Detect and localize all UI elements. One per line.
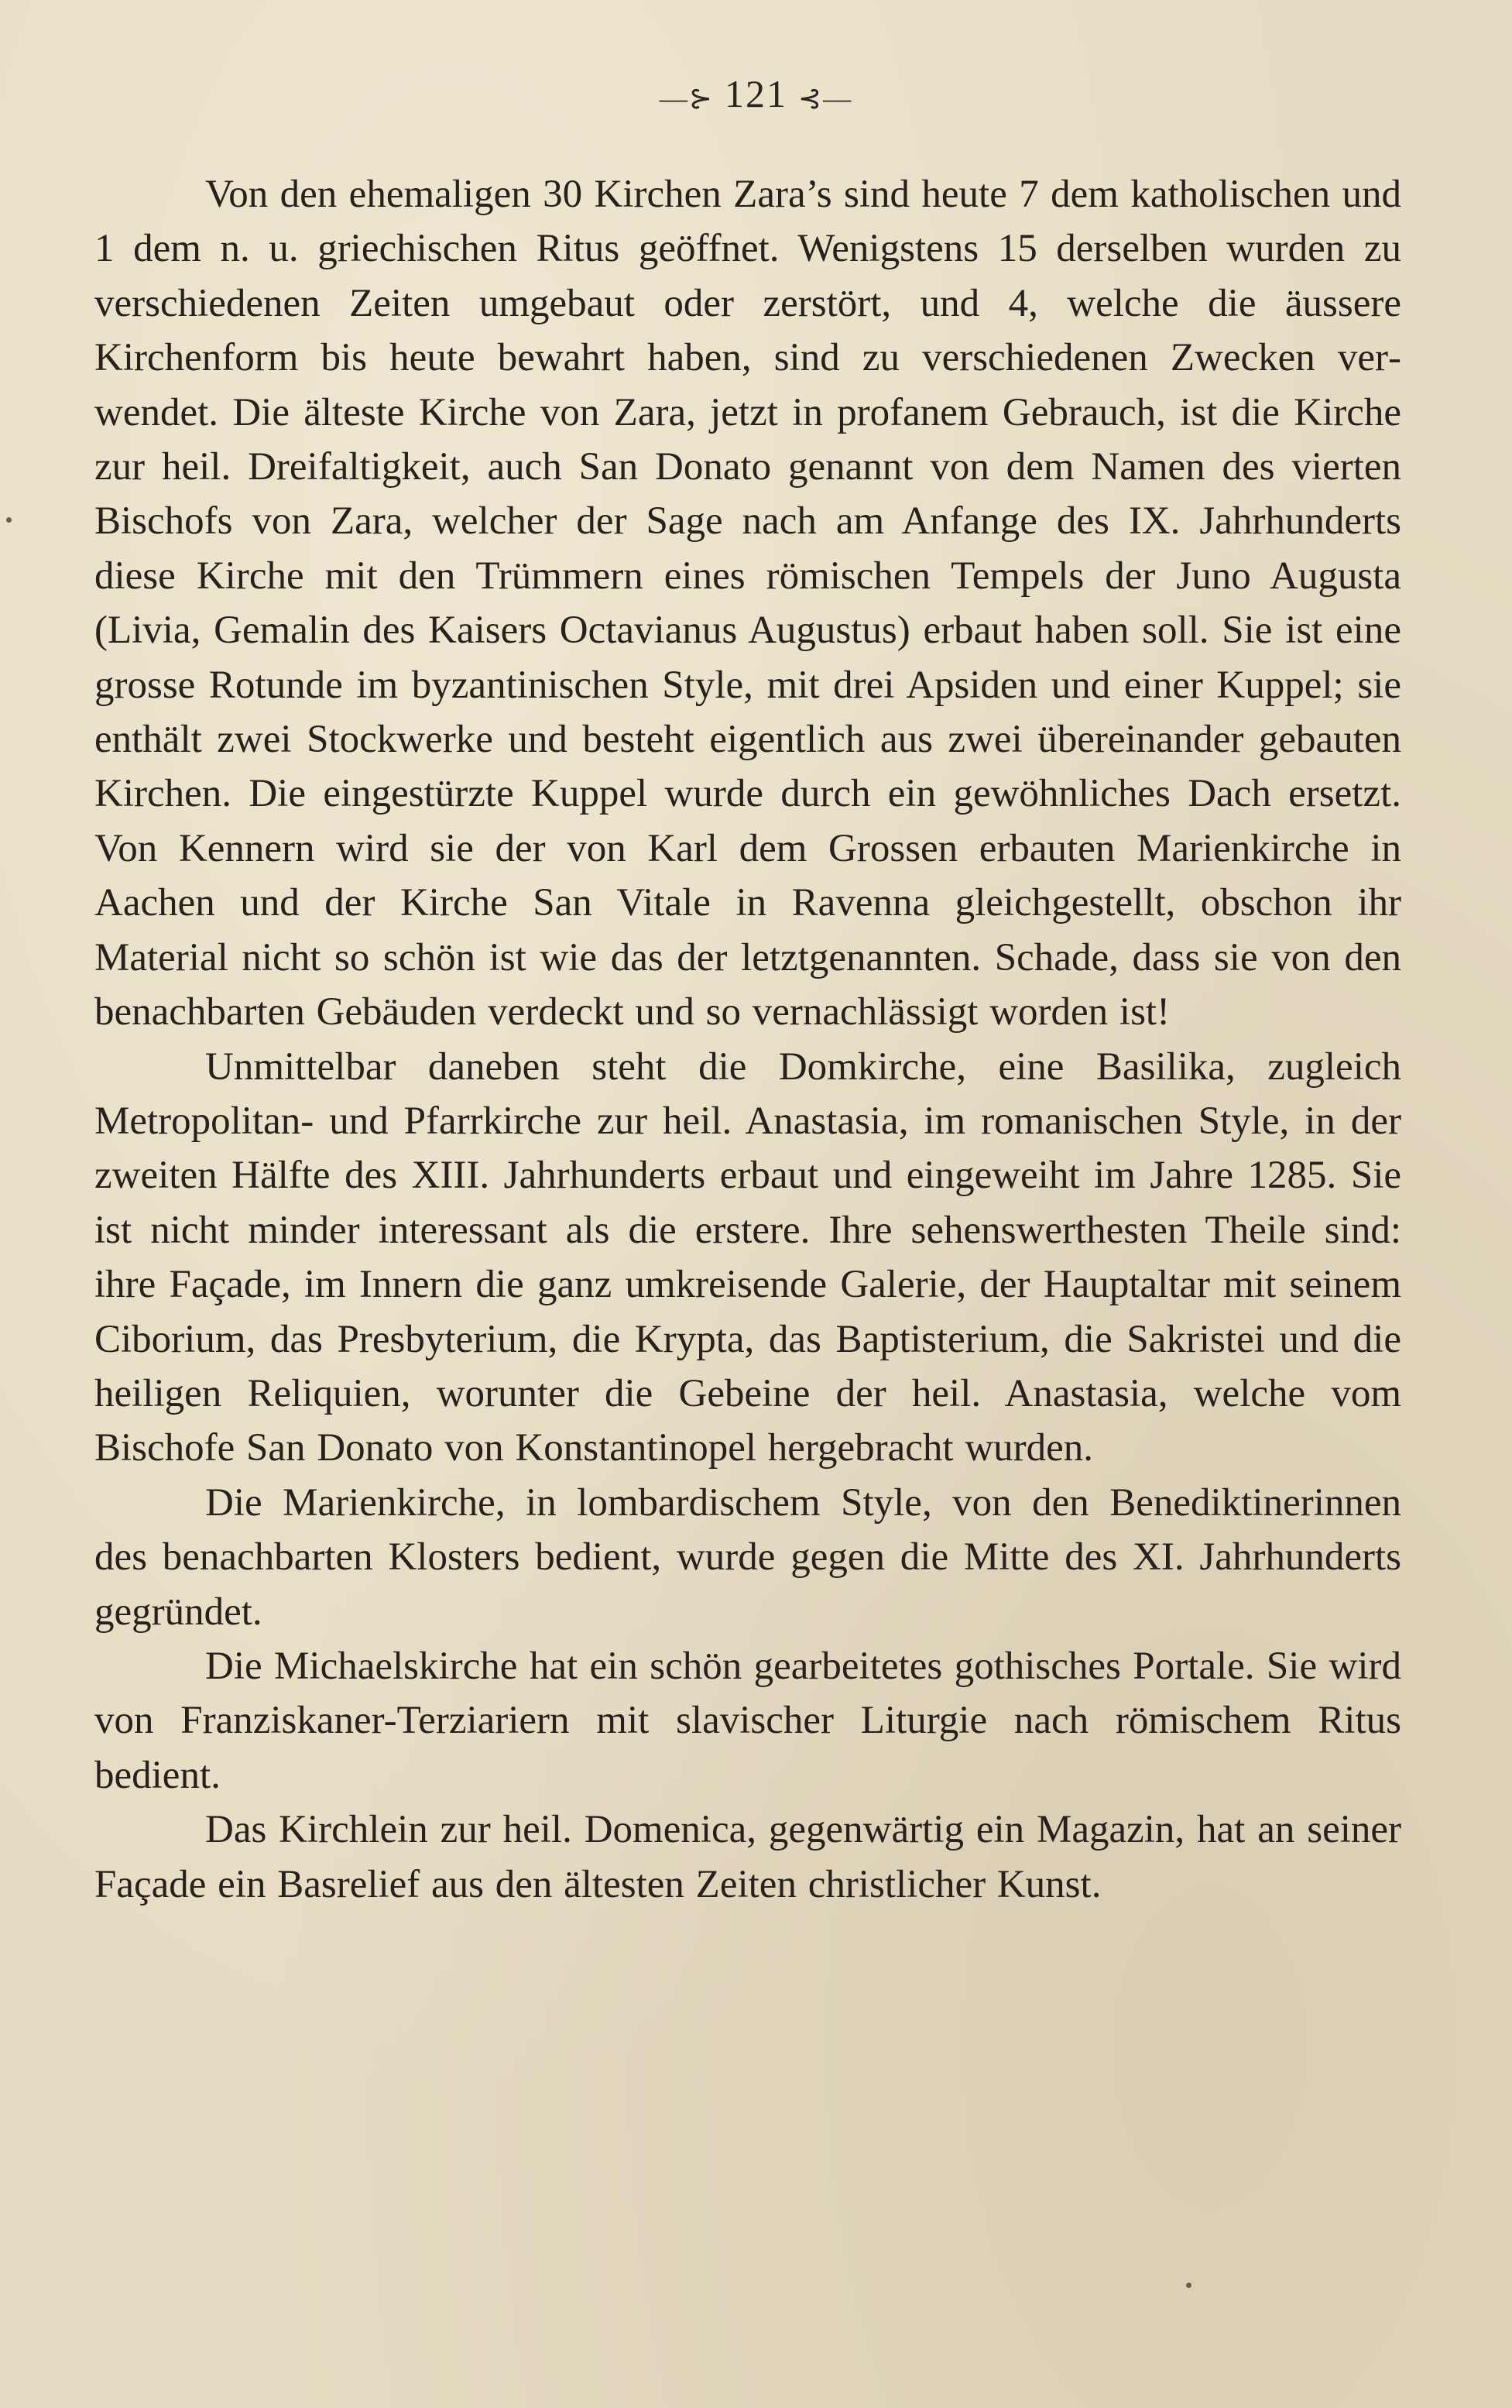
paper-speck [1186, 2283, 1191, 2288]
paragraph-domenica: Das Kirchlein zur heil. Domenica, gegenwärtig ein Magazin, hat an seiner Façade ein Basrelief aus den ältesten Zeiten christlicher Kunst. [94, 1808, 1401, 1906]
ornament-right-icon: ⊰— [798, 82, 853, 114]
paragraph-domkirche: Unmittelbar daneben steht die Domkirche, eine Basilika, zugleich Metropolitan- und Pfarrkirche zur heil. Anastasia, im romanischen Style, in der zweiten Hälfte des XIII. Jahrhunderts erbaut und eingeweiht im Jahre 1285. Sie ist nicht minder interessant als die erstere. Ihre sehenswerthesten Theile sind: ihre Façade, im Innern die ganz umkreisende Galerie, der Hauptaltar mit seinem Ciborium, das Presbyterium, die Krypta, das Baptisterium, die Sakristei und die heiligen Reliquien, worunter die Gebeine der heil. Anastasia, welche vom Bischofe San Donato von Konstantinopel hergebracht wurden. [94, 1044, 1401, 1470]
page-header [0, 71, 1512, 116]
ornament-left-icon: —⊱ [659, 82, 714, 114]
paper-speck [6, 517, 12, 523]
paragraph-michaelskirche: Die Michaelskirche hat ein schön gearbeitetes gothisches Portale. Sie wird von Franziskaner-Terziariern mit slavischer Liturgie nach römischem Ritus bedient. [94, 1644, 1401, 1797]
page-number: 121 [725, 72, 787, 115]
paragraph-san-donato: Von den ehemaligen 30 Kirchen Zara’s sind heute 7 dem katholischen und 1 dem n. u. griechischen Ritus geöffnet. Wenigstens 15 derselben wurden zu verschiedenen Zeiten umgebaut oder zerstört, und 4, welche die äussere Kirchenform bis heute bewahrt haben, sind zu verschiedenen Zwecken verwendet. Die älteste Kirche von Zara, jetzt in profanem Gebrauch, ist die Kirche zur heil. Dreifaltigkeit, auch San Donato genannt von dem Namen des vierten Bischofs von Zara, welcher der Sage nach am Anfange des IX. Jahrhunderts diese Kirche mit den Trümmern eines römischen Tempels der Juno Augusta (Livia, Gemalin des Kaisers Octavianus Augustus) erbaut haben soll. Sie ist eine grosse Rotunde im byzantinischen Style, mit drei Apsiden und einer Kuppel; sie enthält zwei Stockwerke und besteht eigentlich aus zwei übereinander gebauten Kirchen. Die eingestürzte Kuppel wurde durch ein gewöhnliches Dach ersetzt. Von Kennern wird sie der von Karl dem Grossen erbauten Marienkirche in Aachen und der Kirche San Vitale in Ravenna gleichgestellt, obschon ihr Material nicht so schön ist wie das der letztgenannten. Schade, dass sie von den benachbarten Gebäuden verdeckt und so vernachlässigt worden ist! [94, 173, 1401, 1034]
paragraph-marienkirche: Die Marienkirche, in lombardischem Style, von den Benediktinerinnen des benachbarten Klosters bedient, wurde gegen die Mitte des XI. Jahrhunderts gegründet. [94, 1480, 1401, 1634]
body-text [94, 167, 1401, 1912]
